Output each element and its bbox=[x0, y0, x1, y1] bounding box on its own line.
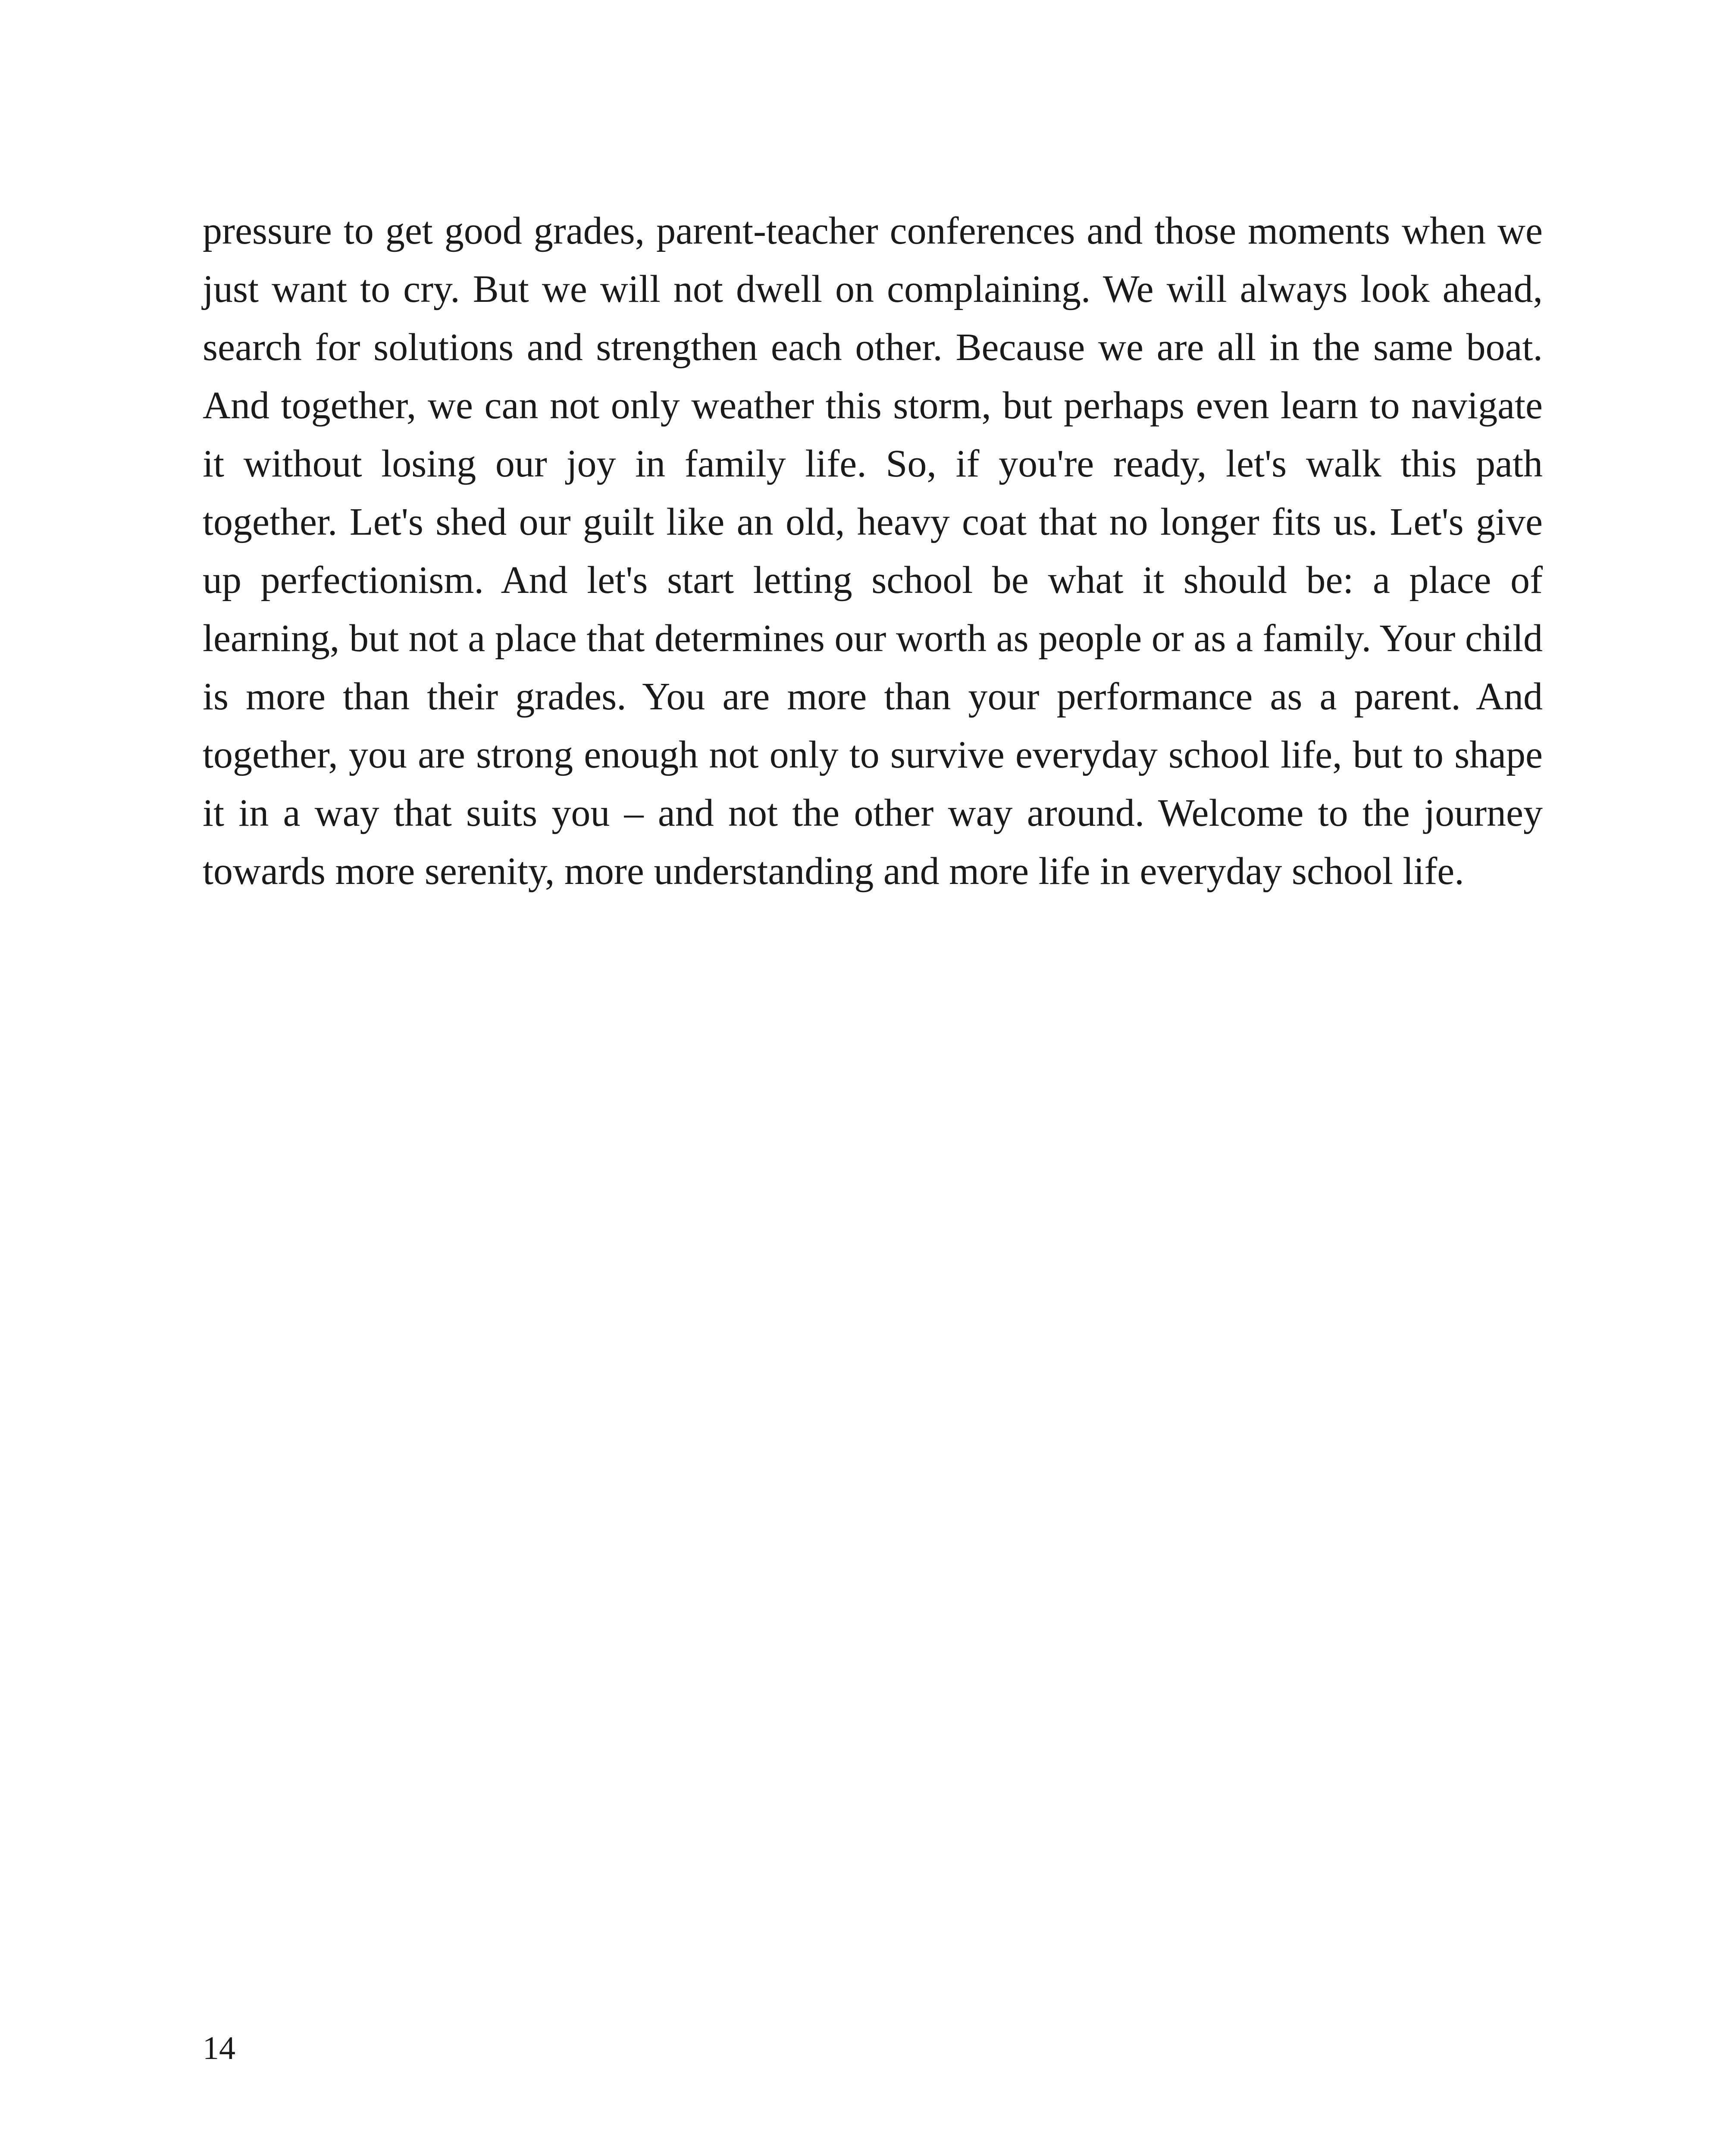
page-number: 14 bbox=[203, 2030, 235, 2066]
body-paragraph: pressure to get good grades, parent-teacher conferences and those moments when we just want to cry. But we will not dwell on complaining. We will always look ahead, search for solutions and strengthen each other. Because we are all in the same boat. And together, we can not only weather this storm, but perhaps even learn to navigate it without losing our joy in family life. So, if you're ready, let's walk this path together. Let's shed our guilt like an old, heavy coat that no longer fits us. Let's give up perfectionism. And let's start letting school be what it should be: a place of learning, but not a place that determines our worth as people or as a family. Your child is more than their grades. You are more than your performance as a parent. And together, you are strong enough not only to survive everyday school life, but to shape it in a way that suits you – and not the other way around. Welcome to the journey towards more serenity, more understanding and more life in everyday school life. bbox=[203, 210, 1543, 893]
